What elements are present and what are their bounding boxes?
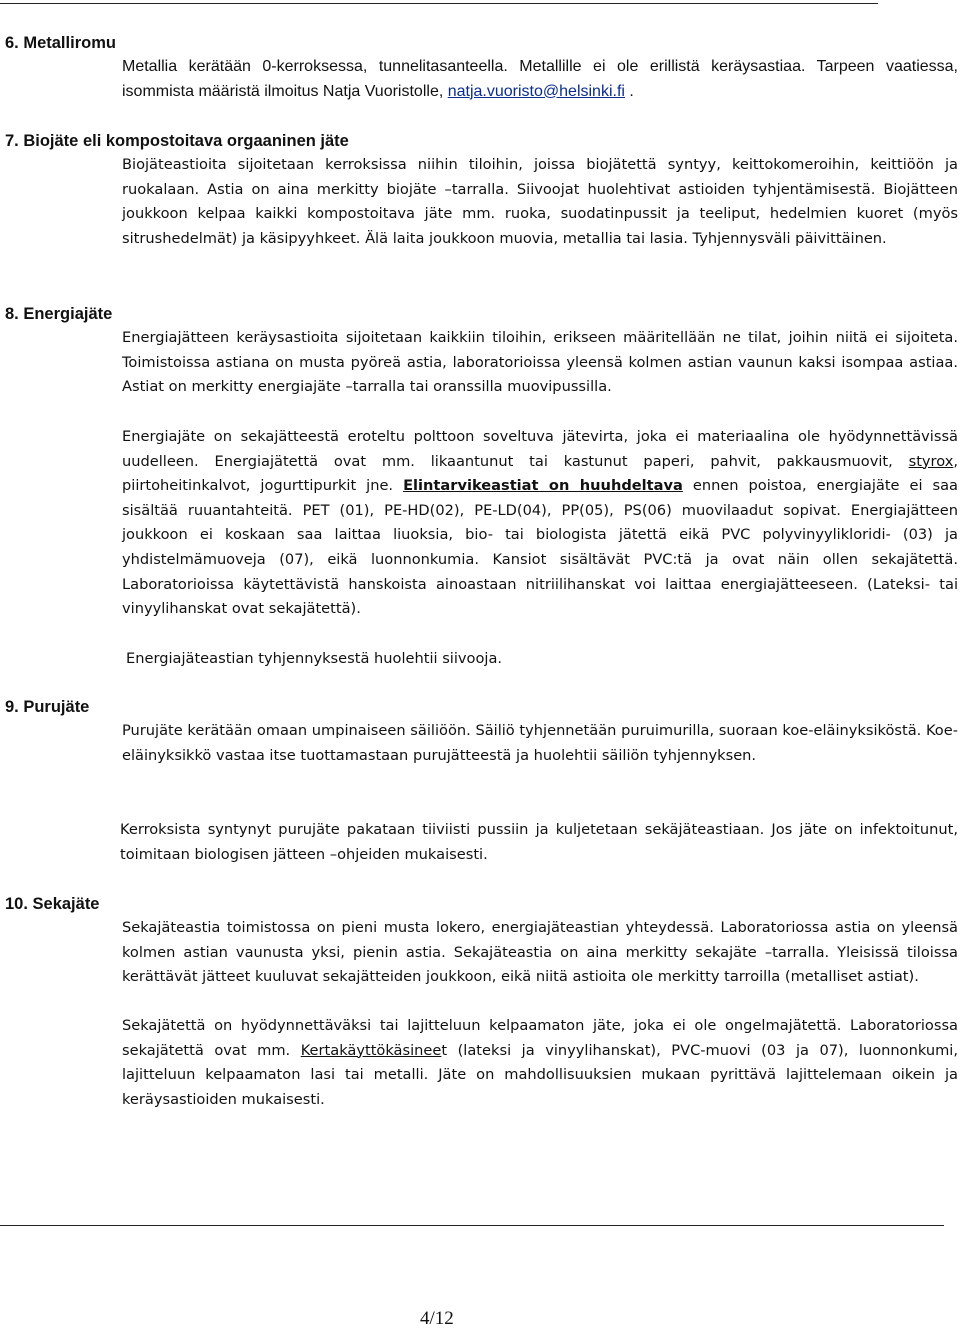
bottom-rule — [0, 1225, 944, 1226]
text-energiajate-2a: Energiajäte on sekajätteestä eroteltu polttoon soveltuva jätevirta, joka ei materiaalina ole hyödynnettävissä uudelleen. Energiajätettä ovat mm. likaantunut tai kastunut paperi, pahvit, pakkausmuovit, — [122, 428, 958, 470]
paragraph-energiajate-3: Energiajäteastian tyhjennyksestä huolehtii siivooja. — [126, 650, 503, 667]
page-number: 4/12 — [420, 1308, 454, 1329]
paragraph-biojate: Biojäteastioita sijoitetaan kerroksissa niihin tiloihin, joissa biojätettä syntyy, keittokomeroihin, keittiöön ja ruokalaan. Astia on aina merkitty biojäte –tarralla. Siivoojat huolehtivat astioiden tyhjentämisestä. Biojätteen joukkoon kelpaa kaikki kompostoitava jäte mm. ruoka, suodatinpussit ja teeliput, hedelmien kuoret (myös sitrushedelmät) ja käsipyyhkeet. Älä laita joukkoon muovia, metallia tai lasia. Tyhjennysväli päivittäinen. — [122, 156, 958, 247]
email-link[interactable]: natja.vuoristo@helsinki.fi — [447, 82, 625, 100]
paragraph-energiajate-1: Energiajätteen keräysastioita sijoitetaan kaikkiin tiloihin, erikseen määritellään ne tilat, joihin niitä ei sijoiteta. Toimistoissa astiana on musta pyöreä astia, laboratorioissa yleensä kolmen astian vaunun kaksi isompaa astiaa. Astiat on merkitty energiajäte –tarralla tai oranssilla muovipussilla. — [122, 329, 958, 396]
paragraph-metalliromu — [122, 55, 958, 104]
text-energiajate-2c: ennen poistoa, energiajäte ei saa sisältää ruuantahteitä. PET (01), PE-HD(02), PE-LD(04), PP(05), PS(06) muovilaadut sopivat. Energiajätteen joukkoon ei koskaan saa laittaa liuoksia, bio- tai biologista jätettä eikä PVC polyvinyylikloridi- (03) ja yhdistelmämuoveja (07), eikä luonnonkumia. Kansiot sisältävät PVC:tä ja ovat näin ollen sekajätettä. Laboratorioissa käytettävistä hanskoista ainoastaan nitriilihanskat voi laittaa energiajätteeseen. (Lateksi- tai vinyylihanskat ovat sekajätettä). — [122, 477, 959, 618]
paragraph-energiajate-2 — [122, 425, 958, 622]
text-kertakayttokasineet: Kertakäyttökäsinee — [300, 1041, 442, 1059]
paragraph-purujate-1: Purujäte kerätään omaan umpinaiseen säiliöön. Säiliö tyhjennetään puruimurilla, suoraan koe-eläinyksiköstä. Koe-eläinyksikkö vastaa itse tuottamastaan purujätteestä ja huolehtii säiliön tyhjennyksen. — [122, 722, 958, 764]
heading-energiajate: 8. Energiajäte — [5, 305, 113, 323]
paragraph-sekajate-1: Sekajäteastia toimistossa on pieni musta lokero, energiajäteastian yhteydessä. Laboratoriossa astia on yleensä kolmen astian vaunusta yksi, pienin astia. Sekajäteastia on aina merkitty sekajäte –tarralla. Yleisissä tiloissa kerättävät jätteet kuuluvat sekajätteiden joukkoon, eikä niitä astioita ole merkitty tarroilla (metalliset astiat). — [122, 919, 958, 986]
text-metalliromu-a: Metallia kerätään 0-kerroksessa, tunnelitasanteella. Metallille ei ole erillistä keräysastiaa. Tarpeen vaatiessa, isommista määristä ilmoitus Natja Vuoristolle, — [122, 58, 958, 100]
text-metalliromu-b: . — [624, 82, 634, 100]
text-elintarvikeastiat: Elintarvikeastiat on huuhdeltava — [403, 477, 683, 495]
text-energiajate-2b: , piirtoheitinkalvot, jogurttipurkit jne. — [122, 452, 958, 495]
text-styrox: styrox — [908, 452, 954, 470]
paragraph-purujate-2: Kerroksista syntynyt purujäte pakataan tiiviisti pussiin ja kuljetetaan sekäjäteastiaan. Jos jäte on infektoitunut, toimitaan biologisen jätteen –ohjeiden mukaisesti. — [120, 821, 958, 863]
heading-purujate: 9. Purujäte — [5, 698, 90, 716]
heading-biojate: 7. Biojäte eli kompostoitava orgaaninen jäte — [5, 132, 349, 150]
heading-metalliromu: 6. Metalliromu — [5, 34, 116, 52]
text-sekajate-2b: t (lateksi ja vinyylihanskat), PVC-muovi (03 ja 07), luonnonkumi, lajitteluun kelpaamaton lasi tai metalli. Jäte on mahdollisuuksien mukaan pyrittävä lajittelemaan oikein ja keräysastioiden mukaisesti. — [122, 1041, 958, 1108]
text-sekajate-2a: Sekajätettä on hyödynnettäväksi tai lajitteluun kelpaamaton jäte, joka ei ole ongelmajätettä. Laboratoriossa sekajätettä ovat mm. — [122, 1017, 958, 1059]
heading-sekajate: 10. Sekajäte — [5, 895, 100, 913]
top-rule — [0, 3, 878, 4]
paragraph-sekajate-2 — [122, 1014, 958, 1112]
